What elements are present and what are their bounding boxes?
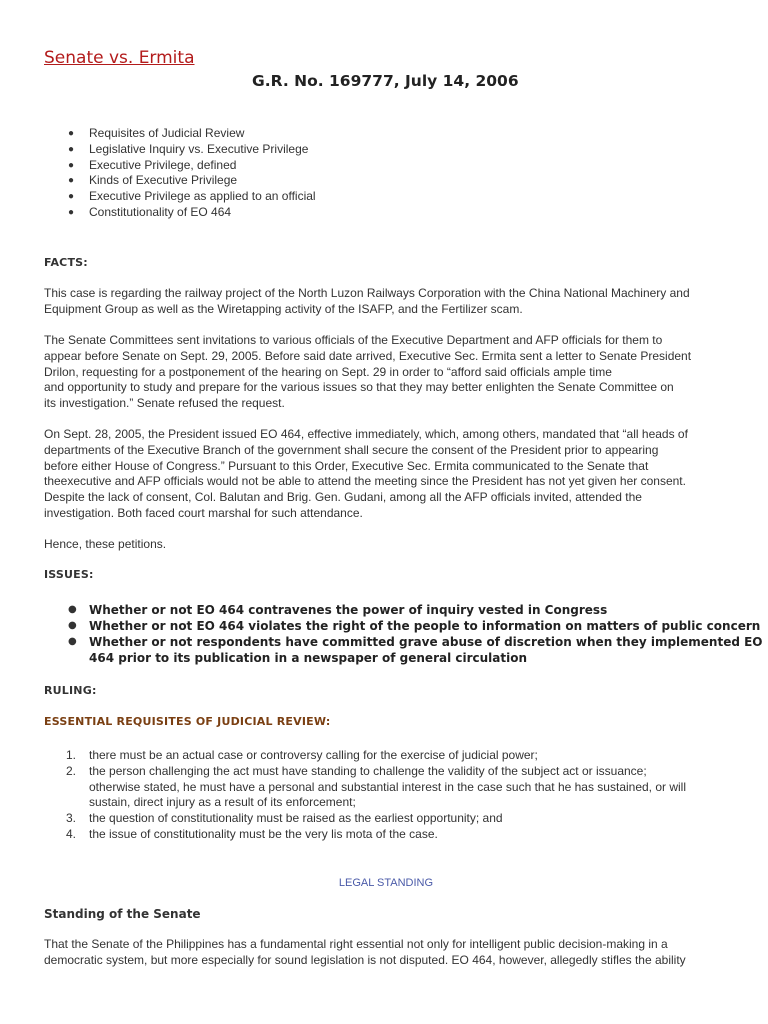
text-line: On Sept. 28, 2005, the President issued EO 464, effective immediately, which, among others, mandated that “all heads of bbox=[44, 427, 688, 441]
standing-of-senate-heading: Standing of the Senate bbox=[44, 907, 201, 921]
text-line: Drilon, requesting for a postponement of the hearing on Sept. 29 in order to “afford said officials ample time bbox=[44, 364, 612, 379]
requisites-list bbox=[44, 748, 686, 843]
issues-list bbox=[44, 602, 763, 666]
topic-text: Kinds of Executive Privilege bbox=[89, 173, 238, 188]
requisite-text: the person challenging the act must have standing to challenge the validity of the subject act or issuance; bbox=[89, 763, 647, 778]
list-item bbox=[44, 142, 316, 158]
bullet-icon: ● bbox=[68, 206, 75, 218]
requisite-text: there must be an actual case or controversy calling for the exercise of judicial power; bbox=[89, 748, 538, 762]
issue-text: 464 prior to its publication in a newspaper of general circulation bbox=[89, 651, 528, 665]
text-line: investigation. Both faced court marshal for such attendance. bbox=[44, 505, 363, 520]
text-line: democratic system, but more especially for sound legislation is not disputed. EO 464, however, allegedly stifles the ability bbox=[44, 952, 686, 967]
list-item bbox=[44, 618, 763, 634]
issue-text: Whether or not respondents have committed grave abuse of discretion when they implemented EO bbox=[89, 635, 763, 649]
list-item bbox=[44, 126, 316, 142]
bullet-icon: ● bbox=[68, 128, 75, 139]
list-item bbox=[44, 189, 316, 205]
topic-text: Executive Privilege, defined bbox=[89, 157, 237, 172]
bullet-icon: ● bbox=[68, 191, 75, 203]
issue-text: Whether or not EO 464 contravenes the power of inquiry vested in Congress bbox=[89, 603, 608, 617]
list-item bbox=[44, 205, 316, 221]
topic-text: Executive Privilege as applied to an official bbox=[89, 189, 316, 204]
list-item bbox=[44, 602, 763, 618]
topic-text: Requisites of Judicial Review bbox=[89, 126, 245, 140]
text-line: Despite the lack of consent, Col. Balutan and Brig. Gen. Gudani, among all the AFP officials invited, attended the bbox=[44, 490, 642, 505]
topic-text: Constitutionality of EO 464 bbox=[89, 204, 232, 219]
item-number: 3. bbox=[66, 811, 77, 826]
bullet-icon: ● bbox=[68, 620, 77, 631]
standing-paragraph bbox=[44, 937, 728, 969]
bullet-icon: ● bbox=[68, 175, 75, 187]
bullet-icon: ● bbox=[68, 143, 75, 155]
text-line: departments of the Executive Branch of the government shall secure the consent of the President prior to appearing bbox=[44, 442, 659, 457]
item-number: 2. bbox=[66, 763, 77, 778]
bullet-icon: ● bbox=[68, 159, 75, 171]
text-line: theexecutive and AFP officials would not be able to attend the meeting since the President has not yet given her consent. bbox=[44, 474, 686, 489]
legal-standing-link[interactable]: LEGAL STANDING bbox=[338, 877, 434, 889]
essential-requisites-heading: ESSENTIAL REQUISITES OF JUDICIAL REVIEW: bbox=[44, 715, 331, 728]
topics-list bbox=[44, 126, 316, 221]
facts-paragraph-1 bbox=[44, 286, 728, 318]
text-line: This case is regarding the railway project of the North Luzon Railways Corporation with the China National Machinery and bbox=[44, 286, 690, 300]
item-number: 1. bbox=[66, 748, 77, 762]
text-line: and opportunity to study and prepare for the various issues so that they may better enlighten the Senate Committee on bbox=[44, 380, 674, 395]
requisite-text: the issue of constitutionality must be the very lis mota of the case. bbox=[89, 826, 438, 841]
requisite-text: otherwise stated, he must have a personal and substantial interest in the case such that he has sustained, or will bbox=[89, 779, 687, 794]
requisite-text: the question of constitutionality must be raised as the earliest opportunity; and bbox=[89, 811, 503, 826]
list-item bbox=[44, 173, 316, 189]
text-line: before either House of Congress.” Pursuant to this Order, Executive Sec. Ermita communicated to the Senate that bbox=[44, 458, 649, 473]
item-number: 4. bbox=[66, 826, 77, 841]
text-line: The Senate Committees sent invitations to various officials of the Executive Department and AFP officials for them to bbox=[44, 333, 663, 347]
list-item bbox=[44, 764, 686, 811]
text-line: That the Senate of the Philippines has a fundamental right essential not only for intelligent public decision-making in a bbox=[44, 937, 668, 951]
facts-paragraph-4 bbox=[44, 537, 728, 553]
facts-paragraph-3 bbox=[44, 427, 728, 522]
facts-paragraph-2 bbox=[44, 333, 728, 412]
issue-text: Whether or not EO 464 violates the right of the people to information on matters of public concern bbox=[89, 619, 761, 633]
issues-heading: ISSUES: bbox=[44, 568, 94, 581]
bullet-icon: ● bbox=[68, 636, 77, 647]
text-line: Equipment Group as well as the Wiretapping activity of the ISAFP, and the Fertilizer scam. bbox=[44, 301, 523, 316]
ruling-heading: RULING: bbox=[44, 684, 97, 697]
list-item bbox=[44, 634, 763, 666]
facts-heading: FACTS: bbox=[44, 256, 88, 269]
list-item bbox=[44, 748, 686, 764]
list-item bbox=[44, 811, 686, 827]
bullet-icon: ● bbox=[68, 604, 77, 615]
topic-text: Legislative Inquiry vs. Executive Privilege bbox=[89, 141, 309, 156]
document-page bbox=[44, 46, 763, 967]
text-line: its investigation.” Senate refused the request. bbox=[44, 396, 285, 411]
text-line: Hence, these petitions. bbox=[44, 537, 167, 551]
case-number: G.R. No. 169777, July 14, 2006 bbox=[252, 72, 519, 90]
list-item bbox=[44, 827, 686, 843]
case-title-link[interactable]: Senate vs. Ermita bbox=[44, 48, 195, 68]
text-line: appear before Senate on Sept. 29, 2005. Before said date arrived, Executive Sec. Ermita sent a letter to Senate President bbox=[44, 348, 692, 363]
requisite-text: sustain, direct injury as a result of its enforcement; bbox=[89, 795, 356, 810]
list-item bbox=[44, 158, 316, 174]
